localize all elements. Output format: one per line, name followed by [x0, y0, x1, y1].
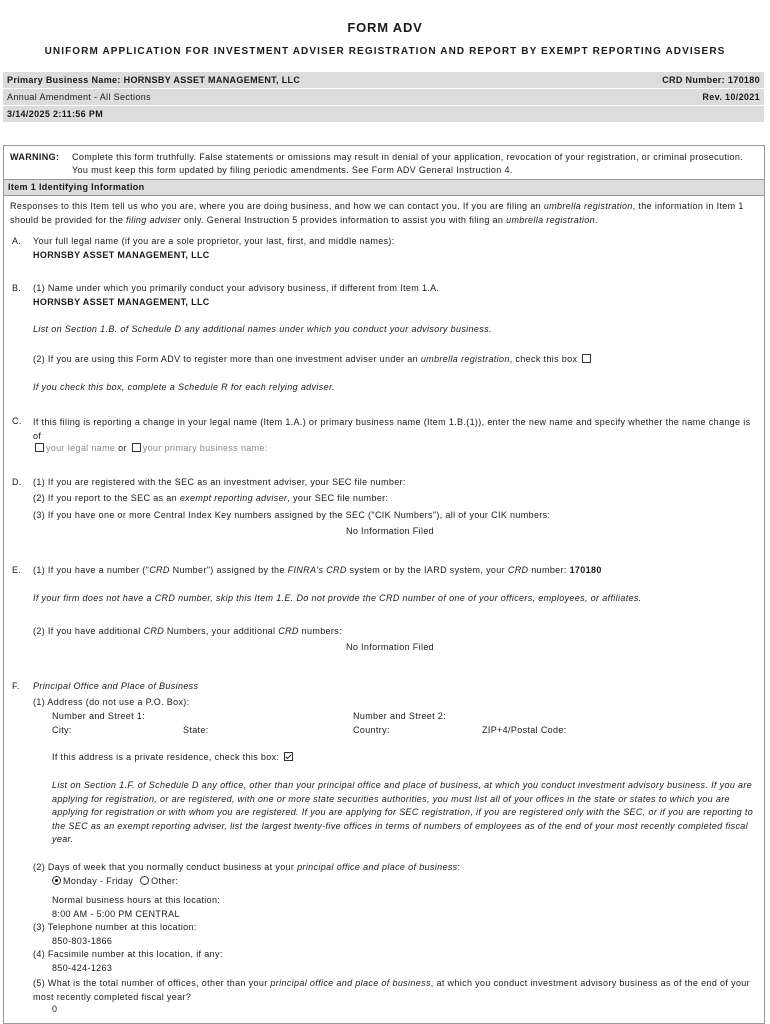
- item-e-letter: E.: [12, 565, 22, 575]
- form-title: FORM ADV: [347, 20, 423, 35]
- item-c-letter: C.: [12, 416, 22, 426]
- telephone-value: 850-803-1866: [52, 936, 113, 946]
- warning-label: WARNING:: [10, 152, 60, 162]
- item-c-question: If this filing is reporting a change in your legal name (Item 1.A.) or primary business name (Item 1.B.(1)), enter the new name and specify whether the name change is of: [33, 417, 751, 441]
- item-a-question: Your full legal name (if you are a sole proprietor, your last, first, and middle names):: [33, 236, 395, 246]
- primary-business-name: Primary Business Name: HORNSBY ASSET MANAGEMENT, LLC: [7, 75, 301, 85]
- private-residence-checkbox[interactable]: [284, 752, 293, 761]
- zip-label: ZIP+4/Postal Code:: [482, 725, 567, 735]
- legal-name-checkbox[interactable]: [35, 443, 44, 452]
- item-f1-question: (1) Address (do not use a P.O. Box):: [33, 697, 190, 707]
- item-b2-note: If you check this box, complete a Schedule R for each relying adviser.: [33, 382, 335, 392]
- item-d-letter: D.: [12, 477, 22, 487]
- cik-no-info: No Information Filed: [346, 526, 435, 536]
- country-label: Country:: [353, 725, 390, 735]
- item-b2-question: (2) If you are using this Form ADV to register more than one investment adviser under an umbrella registration, check this box: [33, 354, 593, 364]
- name-change-options: your legal name or your primary business name:: [33, 443, 268, 453]
- form-revision: Rev. 10/2021: [702, 92, 760, 102]
- form-body-border: [3, 145, 765, 1024]
- item-f4-question: (4) Facsimile number at this location, if any:: [33, 949, 223, 959]
- business-days-options: Monday - Friday Other:: [52, 876, 178, 886]
- item1-heading-bar: [4, 179, 764, 196]
- header-row-business: [3, 72, 764, 88]
- item-e-note: If your firm does not have a CRD number, skip this Item 1.E. Do not provide the CRD number of one of your officers, employees, or affiliates.: [33, 593, 642, 603]
- item-b-letter: B.: [12, 283, 22, 293]
- item1-intro: Responses to this Item tell us who you are, where you are doing business, and how we can contact you. If you are filing an umbrella registration, the information in Item 1 should be provided for the filing adviser only. General Instruction 5 provides information to assist you with filing an umbrella registration.: [10, 201, 744, 225]
- business-name-value: HORNSBY ASSET MANAGEMENT, LLC: [33, 297, 210, 307]
- item-e1-question: (1) If you have a number ("CRD Number") assigned by the FINRA's CRD system or by the IARD system, your CRD number: 170180: [33, 565, 602, 575]
- item-b1-question: (1) Name under which you primarily conduct your advisory business, if different from Item 1.A.: [33, 283, 440, 293]
- primary-business-name-checkbox[interactable]: [132, 443, 141, 452]
- form-subtitle: UNIFORM APPLICATION FOR INVESTMENT ADVISER REGISTRATION AND REPORT BY EXEMPT REPORTING ADVISERS: [44, 46, 726, 57]
- amendment-type: Annual Amendment - All Sections: [7, 92, 151, 102]
- item-e2-question: (2) If you have additional CRD Numbers, your additional CRD numbers:: [33, 626, 342, 636]
- item-b-schedule-note: List on Section 1.B. of Schedule D any additional names under which you conduct your advisory business.: [33, 324, 492, 334]
- item-f3-question: (3) Telephone number at this location:: [33, 922, 197, 932]
- item-f-letter: F.: [12, 681, 20, 691]
- crd-number: CRD Number: 170180: [662, 75, 760, 85]
- crd-number-value: 170180: [569, 565, 602, 575]
- business-hours-label: Normal business hours at this location:: [52, 895, 221, 905]
- other-days-radio[interactable]: [140, 876, 149, 885]
- additional-crd-no-info: No Information Filed: [346, 642, 435, 652]
- item-a-letter: A.: [12, 236, 22, 246]
- item-f2-question: (2) Days of week that you normally conduct business at your principal office and place of business:: [33, 862, 461, 872]
- legal-name-value: HORNSBY ASSET MANAGEMENT, LLC: [33, 250, 210, 260]
- warning-text: Complete this form truthfully. False statements or omissions may result in denial of your application, revocation of your registration, or criminal prosecution. You must keep this form updated by filing periodic amendments. See Form ADV General Instruction 4.: [72, 152, 744, 175]
- item-d1-question: (1) If you are registered with the SEC as an investment adviser, your SEC file number:: [33, 477, 406, 487]
- item-d3-question: (3) If you have one or more Central Index Key numbers assigned by the SEC ("CIK Numbers"), all of your CIK numbers:: [33, 510, 551, 520]
- other-offices-count: 0: [52, 1004, 58, 1014]
- umbrella-registration-checkbox[interactable]: [582, 354, 591, 363]
- header-row-timestamp: [3, 106, 764, 122]
- state-label: State:: [183, 725, 209, 735]
- item1-title: Item 1 Identifying Information: [8, 182, 145, 192]
- item-f5-question: (5) What is the total number of offices, other than your principal office and place of business, at which you conduct investment advisory business as of the end of your most recently completed fiscal year?: [33, 978, 751, 1002]
- city-label: City:: [52, 725, 72, 735]
- business-hours-value: 8:00 AM - 5:00 PM CENTRAL: [52, 909, 180, 919]
- header-row-amendment: [3, 89, 764, 105]
- private-residence-question: If this address is a private residence, check this box:: [52, 752, 295, 762]
- street2-label: Number and Street 2:: [353, 711, 447, 721]
- street1-label: Number and Street 1:: [52, 711, 146, 721]
- item-f-schedule-note: List on Section 1.F. of Schedule D any office, other than your principal office and place of business, at which you conduct investment advisory business. If you are applying for registration, or are registered, with one or more state securities authorities, you must list all of your offices in the state or states to which you are applying for registration or with whom you are registered. If you are applying for SEC registration, if you are registered only with the SEC, or if you are reporting to the SEC as an exempt reporting adviser, list the largest twenty-five offices in terms of numbers of employees as of the end of your most recently completed fiscal year.: [52, 780, 754, 845]
- fax-value: 850-424-1263: [52, 963, 113, 973]
- item-f-heading: Principal Office and Place of Business: [33, 681, 199, 691]
- weekdays-radio[interactable]: [52, 876, 61, 885]
- item-d2-question: (2) If you report to the SEC as an exempt reporting adviser, your SEC file number:: [33, 493, 389, 503]
- timestamp: 3/14/2025 2:11:56 PM: [7, 109, 104, 119]
